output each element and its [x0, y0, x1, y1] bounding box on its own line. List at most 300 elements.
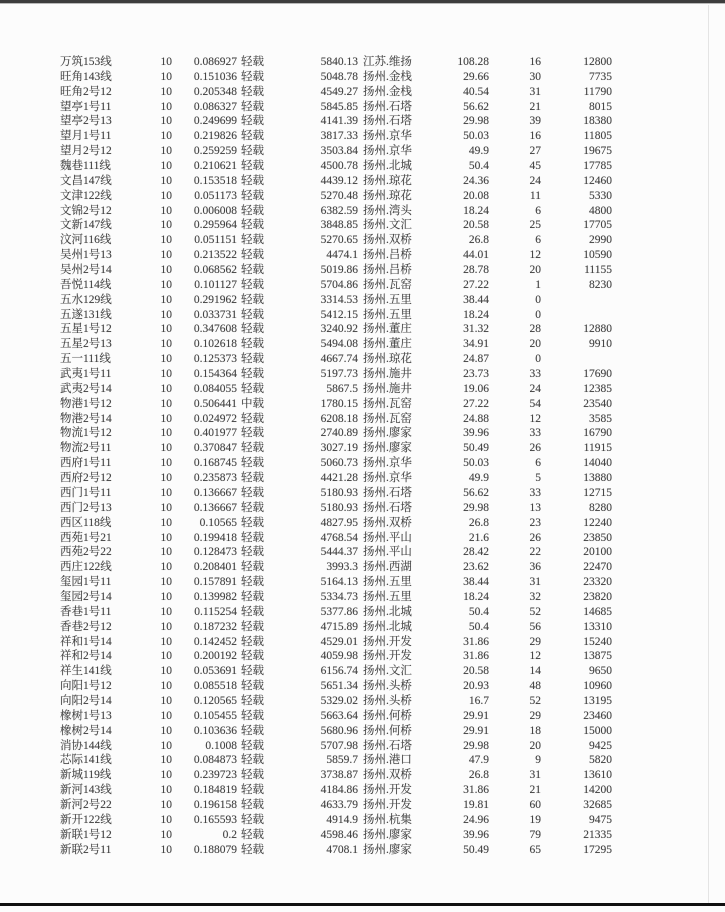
table-row — [0, 322, 725, 337]
table-row — [0, 129, 725, 144]
cell-value-main: 5867.5 — [326, 382, 358, 395]
cell-value-b: 31 — [529, 576, 541, 589]
cell-value-a: 56.62 — [463, 100, 489, 113]
cell-value-a: 31.32 — [463, 323, 489, 336]
cell-value-a: 56.62 — [463, 486, 489, 499]
cell-value-a: 19.06 — [463, 382, 489, 395]
cell-value-main: 3503.84 — [320, 145, 358, 158]
cell-region: 扬州.施井 — [363, 382, 412, 395]
cell-region: 扬州.石塔 — [363, 739, 412, 752]
cell-value-a: 50.49 — [463, 843, 489, 856]
cell-value-b: 12 — [529, 249, 541, 262]
cell-value-main: 5494.08 — [320, 338, 358, 351]
cell-value-main: 5707.98 — [320, 739, 358, 752]
cell-load-level: 轻载 — [241, 486, 264, 499]
table-row — [0, 664, 725, 679]
cell-value-b: 27 — [529, 145, 541, 158]
cell-value-b: 18 — [529, 724, 541, 737]
cell-value-a: 49.9 — [468, 472, 489, 485]
cell-load-level: 轻载 — [241, 427, 264, 440]
cell-value-main: 4715.89 — [320, 620, 358, 633]
cell-value-main: 5412.15 — [320, 308, 358, 321]
cell-value-main: 4827.95 — [320, 516, 358, 529]
cell-line-name: 新城119线 — [60, 769, 112, 782]
cell-value-main: 6382.59 — [320, 204, 358, 217]
cell-voltage: 10 — [160, 130, 172, 143]
cell-value-main: 5270.48 — [320, 189, 358, 202]
cell-value-b: 45 — [529, 160, 541, 173]
cell-load-level: 轻载 — [241, 843, 264, 856]
cell-line-name: 物流2号11 — [60, 442, 112, 455]
cell-value-b: 6 — [535, 234, 541, 247]
cell-region: 扬州.杭集 — [363, 813, 412, 826]
cell-line-name: 汶河116线 — [60, 234, 112, 247]
cell-value-a: 20.93 — [463, 680, 489, 693]
cell-voltage: 10 — [160, 590, 172, 603]
cell-load-level: 轻载 — [241, 308, 264, 321]
cell-region: 江苏.维扬 — [363, 56, 412, 68]
cell-voltage: 10 — [160, 204, 172, 217]
table-row — [0, 516, 725, 531]
cell-line-name: 物港2号14 — [60, 412, 112, 425]
cell-load-rate: 0.024972 — [193, 412, 237, 425]
table-row — [0, 189, 725, 204]
cell-value-b: 20 — [529, 739, 541, 752]
cell-value-a: 29.66 — [463, 70, 489, 83]
cell-load-rate: 0.219826 — [193, 130, 237, 143]
cell-value-main: 5060.73 — [320, 457, 358, 470]
cell-load-rate: 0.10565 — [199, 516, 237, 529]
cell-region: 扬州.五里 — [363, 590, 412, 603]
cell-load-rate: 0.105455 — [193, 709, 237, 722]
cell-load-level: 轻载 — [241, 709, 264, 722]
cell-value-c: 12800 — [583, 56, 612, 68]
table-row — [0, 575, 725, 590]
cell-load-level: 轻载 — [241, 516, 264, 529]
cell-value-a: 38.44 — [463, 293, 489, 306]
cell-voltage: 10 — [160, 694, 172, 707]
cell-voltage: 10 — [160, 353, 172, 366]
table-row — [0, 308, 725, 323]
cell-load-level: 轻载 — [241, 680, 264, 693]
cell-load-rate: 0.184819 — [193, 784, 237, 797]
cell-load-level: 轻载 — [241, 219, 264, 232]
cell-load-level: 轻载 — [241, 546, 264, 559]
cell-line-name: 西门1号11 — [60, 486, 112, 499]
cell-region: 扬州.文汇 — [363, 665, 412, 678]
cell-value-a: 40.54 — [463, 85, 489, 98]
cell-value-a: 26.8 — [468, 769, 489, 782]
cell-load-level: 轻载 — [241, 278, 264, 291]
cell-voltage: 10 — [160, 650, 172, 663]
cell-value-c: 12880 — [583, 323, 612, 336]
cell-value-c: 14685 — [583, 605, 612, 618]
cell-value-main: 3993.3 — [326, 561, 358, 574]
cell-voltage: 10 — [160, 813, 172, 826]
cell-load-rate: 0.370847 — [193, 442, 237, 455]
cell-region: 扬州.平山 — [363, 531, 412, 544]
cell-load-rate: 0.168745 — [193, 457, 237, 470]
cell-value-b: 52 — [529, 605, 541, 618]
cell-line-name: 西门2号13 — [60, 501, 112, 514]
cell-value-main: 4708.1 — [326, 843, 358, 856]
cell-line-name: 五水129线 — [60, 293, 112, 306]
cell-voltage: 10 — [160, 264, 172, 277]
cell-load-rate: 0.291962 — [193, 293, 237, 306]
table-row — [0, 724, 725, 739]
cell-value-c: 9425 — [589, 739, 612, 752]
cell-line-name: 新河143线 — [60, 784, 112, 797]
cell-value-a: 29.98 — [463, 739, 489, 752]
cell-load-level: 轻载 — [241, 605, 264, 618]
cell-value-a: 20.58 — [463, 219, 489, 232]
cell-load-level: 轻载 — [241, 264, 264, 277]
cell-load-rate: 0.1008 — [205, 739, 237, 752]
cell-voltage: 10 — [160, 739, 172, 752]
cell-voltage: 10 — [160, 472, 172, 485]
cell-value-c: 11155 — [584, 264, 612, 277]
cell-region: 扬州.京华 — [363, 472, 412, 485]
cell-load-level: 轻载 — [241, 620, 264, 633]
cell-voltage: 10 — [160, 219, 172, 232]
cell-line-name: 武夷1号11 — [60, 368, 112, 381]
cell-region: 扬州.湾头 — [363, 204, 412, 217]
table-row — [0, 753, 725, 768]
cell-load-rate: 0.051151 — [194, 234, 237, 247]
cell-load-rate: 0.188079 — [193, 843, 237, 856]
cell-load-rate: 0.165593 — [193, 813, 237, 826]
cell-value-b: 0 — [535, 353, 541, 366]
cell-value-a: 38.44 — [463, 576, 489, 589]
table-row — [0, 813, 725, 828]
cell-value-b: 33 — [529, 486, 541, 499]
cell-value-b: 65 — [529, 843, 541, 856]
cell-line-name: 五遂131线 — [60, 308, 112, 321]
cell-load-rate: 0.086327 — [193, 100, 237, 113]
cell-value-b: 28 — [529, 323, 541, 336]
cell-region: 扬州.琼花 — [363, 353, 412, 366]
cell-line-name: 西府2号12 — [60, 472, 112, 485]
cell-value-main: 4184.86 — [320, 784, 358, 797]
table-row — [0, 768, 725, 783]
cell-value-a: 23.73 — [463, 368, 489, 381]
table-row — [0, 204, 725, 219]
cell-voltage: 10 — [160, 189, 172, 202]
cell-line-name: 新联2号11 — [60, 843, 112, 856]
cell-line-name: 西苑2号22 — [60, 546, 112, 559]
cell-value-a: 50.4 — [468, 160, 489, 173]
cell-region: 扬州.石塔 — [363, 501, 412, 514]
cell-line-name: 向阳2号14 — [60, 694, 112, 707]
cell-load-level: 轻载 — [241, 576, 264, 589]
cell-voltage: 10 — [160, 293, 172, 306]
cell-value-b: 25 — [529, 219, 541, 232]
cell-load-rate: 0.101127 — [194, 278, 237, 291]
table-row — [0, 590, 725, 605]
cell-line-name: 五星1号12 — [60, 323, 112, 336]
cell-value-b: 54 — [529, 397, 541, 410]
cell-line-name: 旺角143线 — [60, 70, 112, 83]
cell-value-main: 6208.18 — [320, 412, 358, 425]
cell-value-b: 16 — [529, 130, 541, 143]
cell-region: 扬州.双桥 — [363, 516, 412, 529]
cell-value-a: 50.4 — [468, 620, 489, 633]
cell-voltage: 10 — [160, 278, 172, 291]
cell-value-b: 32 — [529, 590, 541, 603]
cell-value-b: 79 — [529, 828, 541, 841]
table-row — [0, 694, 725, 709]
cell-region: 扬州.开发 — [363, 650, 412, 663]
cell-value-main: 4141.39 — [320, 115, 358, 128]
cell-value-main: 5164.13 — [320, 576, 358, 589]
cell-value-c: 23540 — [583, 397, 612, 410]
cell-value-main: 4500.78 — [320, 160, 358, 173]
cell-voltage: 10 — [160, 561, 172, 574]
table-row — [0, 739, 725, 754]
cell-value-main: 5840.13 — [320, 56, 358, 68]
cell-load-rate: 0.084873 — [193, 754, 237, 767]
cell-value-b: 13 — [529, 501, 541, 514]
cell-value-b: 24 — [529, 174, 541, 187]
cell-load-level: 轻载 — [241, 56, 264, 68]
cell-value-b: 33 — [529, 368, 541, 381]
table-row — [0, 560, 725, 575]
cell-load-rate: 0.295964 — [193, 219, 237, 232]
cell-value-a: 108.28 — [457, 56, 489, 68]
cell-line-name: 望月1号11 — [60, 130, 112, 143]
cell-load-rate: 0.235873 — [193, 472, 237, 485]
cell-value-main: 4439.12 — [320, 174, 358, 187]
cell-load-rate: 0.128473 — [193, 546, 237, 559]
cell-value-c: 15240 — [583, 635, 612, 648]
cell-region: 扬州.北城 — [363, 620, 412, 633]
cell-voltage: 10 — [160, 709, 172, 722]
cell-line-name: 香巷2号12 — [60, 620, 112, 633]
table-row — [0, 144, 725, 159]
table-row — [0, 426, 725, 441]
cell-load-rate: 0.006008 — [193, 204, 237, 217]
table-row — [0, 100, 725, 115]
cell-value-a: 34.91 — [463, 338, 489, 351]
cell-region: 扬州.何桥 — [363, 724, 412, 737]
cell-region: 扬州.双桥 — [363, 234, 412, 247]
cell-load-rate: 0.120565 — [193, 694, 237, 707]
cell-line-name: 新开122线 — [60, 813, 112, 826]
cell-value-b: 24 — [529, 382, 541, 395]
cell-load-rate: 0.086927 — [193, 56, 237, 68]
table-row — [0, 441, 725, 456]
cell-line-name: 文锦2号12 — [60, 204, 112, 217]
cell-region: 扬州.董庄 — [363, 338, 412, 351]
cell-load-rate: 0.210621 — [193, 160, 237, 173]
cell-voltage: 10 — [160, 620, 172, 633]
cell-region: 扬州.京华 — [363, 130, 412, 143]
cell-line-name: 魏巷111线 — [60, 160, 111, 173]
cell-load-rate: 0.115254 — [194, 605, 237, 618]
cell-voltage: 10 — [160, 665, 172, 678]
cell-value-c: 13875 — [583, 650, 612, 663]
cell-voltage: 10 — [160, 70, 172, 83]
cell-value-c: 5820 — [589, 754, 612, 767]
cell-value-a: 27.22 — [463, 397, 489, 410]
cell-value-a: 24.87 — [463, 353, 489, 366]
cell-value-b: 29 — [529, 635, 541, 648]
cell-value-a: 24.88 — [463, 412, 489, 425]
cell-voltage: 10 — [160, 501, 172, 514]
cell-value-a: 24.96 — [463, 813, 489, 826]
cell-region: 扬州.金栈 — [363, 70, 412, 83]
cell-value-main: 4421.28 — [320, 472, 358, 485]
cell-voltage: 10 — [160, 457, 172, 470]
cell-value-c: 23320 — [583, 576, 612, 589]
cell-load-rate: 0.102618 — [193, 338, 237, 351]
cell-value-c: 9650 — [589, 665, 612, 678]
cell-value-c: 23850 — [583, 531, 612, 544]
cell-voltage: 10 — [160, 249, 172, 262]
table-row — [0, 486, 725, 501]
cell-load-level: 轻载 — [241, 665, 264, 678]
cell-load-level: 轻载 — [241, 442, 264, 455]
cell-load-level: 轻载 — [241, 635, 264, 648]
cell-voltage: 10 — [160, 308, 172, 321]
cell-value-b: 36 — [529, 561, 541, 574]
cell-voltage: 10 — [160, 368, 172, 381]
cell-value-main: 5329.02 — [320, 694, 358, 707]
cell-line-name: 橡树2号14 — [60, 724, 112, 737]
cell-voltage: 10 — [160, 160, 172, 173]
cell-load-level: 轻载 — [241, 798, 264, 811]
cell-value-b: 6 — [535, 457, 541, 470]
cell-load-rate: 0.136667 — [193, 486, 237, 499]
cell-voltage: 10 — [160, 576, 172, 589]
cell-line-name: 西庄122线 — [60, 561, 112, 574]
cell-voltage: 10 — [160, 828, 172, 841]
cell-load-rate: 0.136667 — [193, 501, 237, 514]
cell-load-level: 轻载 — [241, 754, 264, 767]
cell-value-a: 29.98 — [463, 115, 489, 128]
cell-value-b: 20 — [529, 264, 541, 277]
cell-value-c: 3585 — [589, 412, 612, 425]
table-row — [0, 412, 725, 427]
cell-region: 扬州.瓦窑 — [363, 412, 412, 425]
cell-value-c: 16790 — [583, 427, 612, 440]
cell-value-main: 4529.01 — [320, 635, 358, 648]
table-row — [0, 501, 725, 516]
cell-load-rate: 0.154364 — [193, 368, 237, 381]
cell-load-level: 轻载 — [241, 650, 264, 663]
cell-value-a: 20.08 — [463, 189, 489, 202]
table-row — [0, 783, 725, 798]
cell-region: 扬州.五里 — [363, 308, 412, 321]
cell-value-main: 5859.7 — [326, 754, 358, 767]
cell-load-rate: 0.157891 — [193, 576, 237, 589]
cell-voltage: 10 — [160, 724, 172, 737]
cell-voltage: 10 — [160, 798, 172, 811]
cell-value-c: 10960 — [583, 680, 612, 693]
cell-load-level: 轻载 — [241, 249, 264, 262]
cell-line-name: 玺园1号11 — [60, 576, 112, 589]
cell-voltage: 10 — [160, 234, 172, 247]
cell-value-c: 14040 — [583, 457, 612, 470]
cell-value-main: 5680.96 — [320, 724, 358, 737]
cell-value-b: 56 — [529, 620, 541, 633]
cell-load-level: 轻载 — [241, 160, 264, 173]
cell-value-a: 50.03 — [463, 130, 489, 143]
table-row — [0, 85, 725, 100]
cell-value-main: 3848.85 — [320, 219, 358, 232]
cell-value-main: 1780.15 — [320, 397, 358, 410]
cell-load-level: 轻载 — [241, 145, 264, 158]
table-row — [0, 798, 725, 813]
cell-value-main: 3240.92 — [320, 323, 358, 336]
cell-line-name: 祥和1号14 — [60, 635, 112, 648]
cell-voltage: 10 — [160, 338, 172, 351]
cell-value-c: 4800 — [589, 204, 612, 217]
cell-value-b: 16 — [529, 56, 541, 68]
cell-value-c: 11790 — [583, 85, 612, 98]
cell-load-rate: 0.187232 — [193, 620, 237, 633]
table-row — [0, 278, 725, 293]
cell-value-a: 31.86 — [463, 650, 489, 663]
cell-value-b: 19 — [529, 813, 541, 826]
cell-value-a: 27.22 — [463, 278, 489, 291]
page-edge-line — [708, 5, 709, 903]
cell-value-c: 12385 — [583, 382, 612, 395]
cell-voltage: 10 — [160, 174, 172, 187]
table-row — [0, 352, 725, 367]
cell-line-name: 吴州2号14 — [60, 264, 112, 277]
cell-value-c: 23460 — [583, 709, 612, 722]
cell-voltage: 10 — [160, 605, 172, 618]
cell-value-main: 5377.86 — [320, 605, 358, 618]
cell-value-c: 7735 — [589, 70, 612, 83]
cell-value-c: 13310 — [583, 620, 612, 633]
cell-value-a: 21.6 — [468, 531, 489, 544]
cell-line-name: 文昌147线 — [60, 174, 112, 187]
cell-value-a: 19.81 — [463, 798, 489, 811]
cell-voltage: 10 — [160, 784, 172, 797]
cell-load-level: 轻载 — [241, 531, 264, 544]
cell-load-rate: 0.153518 — [193, 174, 237, 187]
cell-value-a: 23.62 — [463, 561, 489, 574]
cell-load-rate: 0.053691 — [193, 665, 237, 678]
data-table — [0, 55, 725, 857]
cell-voltage: 10 — [160, 412, 172, 425]
cell-value-b: 12 — [529, 650, 541, 663]
cell-load-rate: 0.084055 — [193, 382, 237, 395]
cell-load-rate: 0.142452 — [193, 635, 237, 648]
cell-load-level: 轻载 — [241, 590, 264, 603]
cell-value-b: 30 — [529, 70, 541, 83]
cell-voltage: 10 — [160, 382, 172, 395]
cell-load-rate: 0.103636 — [193, 724, 237, 737]
table-row — [0, 531, 725, 546]
cell-load-level: 轻载 — [241, 85, 264, 98]
cell-voltage: 10 — [160, 843, 172, 856]
cell-value-main: 3314.53 — [320, 293, 358, 306]
cell-value-c: 12715 — [583, 486, 612, 499]
cell-load-level: 轻载 — [241, 457, 264, 470]
table-row — [0, 263, 725, 278]
table-row — [0, 679, 725, 694]
cell-load-level: 轻载 — [241, 739, 264, 752]
cell-value-c: 11915 — [583, 442, 612, 455]
cell-voltage: 10 — [160, 769, 172, 782]
cell-load-level: 轻载 — [241, 813, 264, 826]
cell-value-c: 14200 — [583, 784, 612, 797]
table-row — [0, 471, 725, 486]
cell-value-a: 47.9 — [468, 754, 489, 767]
